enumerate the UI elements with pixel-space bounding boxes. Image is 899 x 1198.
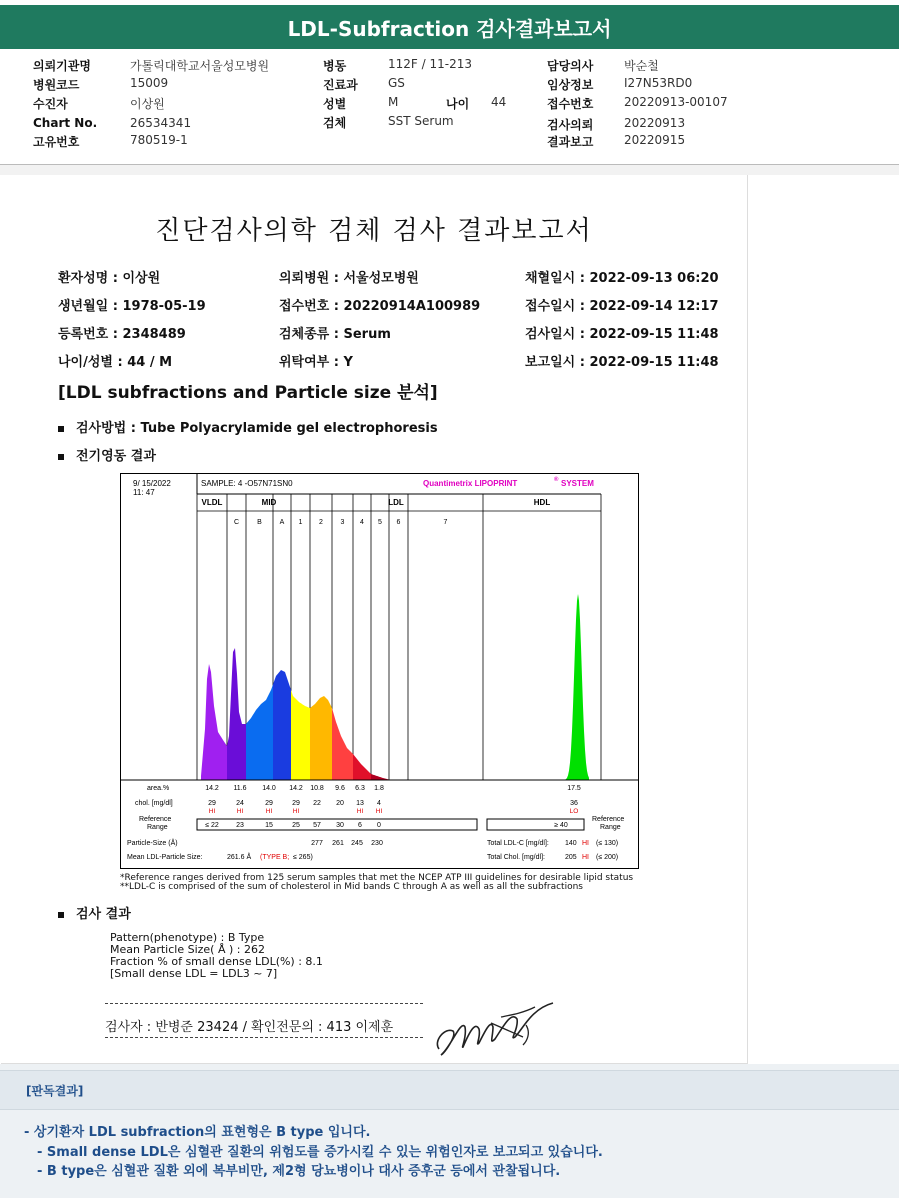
hospital-code-value: 15009 [130,76,169,90]
curve-fill-2 [310,696,332,780]
chol-VLDL: 29 [208,800,216,807]
verdict-header [0,1070,899,1110]
flag-VLDL: HI [208,808,216,815]
receipt-datetime: 접수일시 : 2022-09-14 12:17 [525,299,719,314]
band-label-7: 7 [443,519,448,526]
chol-A: 29 [292,800,300,807]
chart-brand: Quantimetrix LIPOPRINT [423,479,518,488]
flag-4: HI [375,808,383,815]
report-date-value: 20220915 [624,133,686,147]
report-title: LDL-Subfraction 검사결과보고서 [287,16,612,41]
region-label-mid: MID [261,498,277,507]
particle-size-label: Particle-Size (Å) [127,840,178,847]
electro-bullet [58,445,156,464]
total-ldl-flag: HI [582,840,589,847]
ref-1: 57 [313,822,321,829]
receipt-no-label: 접수번호 [547,97,594,111]
mean-ldl-ref: ≤ 265) [293,854,313,861]
curve-fill-hdl [553,594,589,780]
chart-time: 11: 47 [133,488,155,497]
area-4: 1.8 [374,785,384,792]
row-label-ref-1: Reference [139,816,172,823]
chol-C: 24 [236,800,244,807]
verdict-heading: [판독결과] [26,1084,84,1098]
chart-no-label: Chart No. [33,116,98,130]
accession-number: 접수번호 : 20220914A100989 [279,299,481,314]
flag-B: HI [265,808,273,815]
ward-label: 병동 [323,59,347,73]
specimen-value: SST Serum [388,114,454,128]
chol-1: 22 [313,800,321,807]
total-ldl-value: 140 [565,840,577,847]
chol-B: 29 [265,800,273,807]
ref-2: 30 [336,822,344,829]
footnote-2: **LDL-C is comprised of the sum of cholesterol in Mid bands C through A as well as all the subfractions [120,882,583,892]
ref-VLDL: ≤ 22 [205,822,219,829]
report-title-bar [0,5,899,49]
clinical-info-label: 임상정보 [547,78,594,92]
total-chol-ref: (≤ 200) [596,854,619,861]
result-definition: [Small dense LDL = LDL3 ~ 7] [110,967,278,980]
particle-size-1: 261 [332,840,344,847]
mean-ldl-type: (TYPE B; [260,854,290,861]
curve-fill-3 [332,708,353,780]
band-label-2: 2 [319,519,323,526]
flag-A: HI [292,808,300,815]
chol-HDL: 36 [570,800,578,807]
ref-C: 23 [236,822,244,829]
area-3: 6.3 [355,785,365,792]
result-fraction: Fraction % of small dense LDL(%) : 8.1 [110,955,323,968]
ref-HDL: ≥ 40 [554,822,568,829]
mean-ldl-value: 261.6 Å [227,854,252,861]
band-label-4: 4 [360,519,364,526]
scanned-report [1,175,748,1064]
result-title: 검사 결과 [76,907,131,922]
region-label-vldl: VLDL [201,498,223,507]
patient-label: 수진자 [33,97,68,111]
curve-fill-c [227,648,246,780]
signature-top-dash [105,1003,423,1004]
row-label-ref-right-1: Reference [592,816,625,823]
request-date-value: 20220913 [624,116,686,130]
hospital-value: 가톨릭대학교서울성모병원 [130,59,270,73]
signature-line: 검사자 : 반병준 23424 / 확인전문의 : 413 이제훈 [105,1020,394,1035]
patient-name: 환자성명 : 이상원 [58,271,161,286]
lipoprint-svg [121,474,638,868]
age-label: 나이 [446,97,470,111]
footnote-1: *Reference ranges derived from 125 serum samples that met the NCEP ATP III guidelines for desirable lipid status [120,873,634,883]
total-chol-flag: HI [582,854,589,861]
flag-HDL: LO [569,808,579,815]
total-chol-label: Total Chol. [mg/dl]: [487,854,545,861]
area-VLDL: 14.2 [205,785,219,792]
result-block [110,932,323,980]
referring-hospital: 의뢰병원 : 서울성모병원 [279,271,419,286]
chol-4: 4 [377,800,381,807]
band-label-B: B [257,519,262,526]
receipt-no-value: 20220913-00107 [624,95,728,109]
verdict-line-2: - Small dense LDL은 심혈관 질환의 위험도를 증가시킬 수 있는 위험인자로 보고되고 있습니다. [37,1145,603,1160]
ref-4: 0 [377,822,381,829]
ref-3: 6 [358,822,362,829]
area-A: 14.2 [289,785,303,792]
header-info [0,52,899,165]
band-label-3: 3 [340,519,345,526]
row-label-area: area.% [147,785,170,792]
specimen-type: 검체종류 : Serum [279,327,391,342]
verdict-line-1: - 상기환자 LDL subfraction의 표현형은 B type 입니다. [24,1125,371,1140]
total-ldl-ref: (≤ 130) [596,840,619,847]
flag-3: HI [356,808,364,815]
consignment: 위탁여부 : Y [279,355,353,370]
row-label-chol: chol. [mg/dl] [135,800,173,807]
section-heading: [LDL subfractions and Particle size 분석] [58,383,438,403]
signature-bottom-dash [105,1037,423,1038]
band-label-6: 6 [396,519,401,526]
result-pattern: Pattern(phenotype) : B Type [110,931,265,944]
patient-value: 이상원 [130,97,165,111]
unique-no-label: 고유번호 [33,135,80,149]
band-labels [202,498,551,526]
row-label-ref-right-2: Range [600,824,621,831]
report-date-label: 결과보고 [547,135,594,149]
area-2: 9.6 [335,785,345,792]
hospital-code-label: 병원코드 [33,78,80,92]
unique-no-value: 780519-1 [130,133,188,147]
curve-fill-1 [291,690,310,780]
flag-C: HI [236,808,244,815]
chart-no-value: 26534341 [130,116,192,130]
age-sex: 나이/성별 : 44 / M [58,355,173,370]
particle-size-2: 245 [351,840,363,847]
band-label-A: A [279,519,285,526]
result-mean-size: Mean Particle Size( Å ) : 262 [110,943,265,956]
ref-B: 15 [265,822,273,829]
curve-fill-5 [371,774,391,780]
doctor-value: 박순철 [624,59,659,73]
registration-number: 등록번호 : 2348489 [58,327,186,342]
band-label-5: 5 [378,519,382,526]
doctor-label: 담당의사 [547,59,594,73]
particle-size-0: 277 [311,840,323,847]
request-date-label: 검사의뢰 [547,118,594,132]
total-chol-value: 205 [565,854,577,861]
dept-label: 진료과 [323,78,358,92]
chart-brand-reg: ® [554,477,559,483]
sex-label: 성별 [323,97,347,111]
collection-datetime: 채혈일시 : 2022-09-13 06:20 [525,271,719,286]
curve-fill-b [246,684,273,780]
chol-2: 20 [336,800,344,807]
report-datetime: 보고일시 : 2022-09-15 11:48 [525,355,719,370]
result-bullet [58,903,131,922]
area-1: 10.8 [310,785,324,792]
section-gap [0,165,899,175]
electro-title: 전기영동 결과 [76,449,156,464]
band-label-C: C [233,519,240,526]
lipoprint-chart [120,473,639,869]
region-label-ldl: LDL [388,498,404,507]
chart-date: 9/ 15/2022 [133,479,171,488]
density-curves [201,594,589,780]
hospital-label: 의뢰기관명 [33,59,91,73]
curve-fill-vldl [201,664,227,780]
chart-sample: SAMPLE: 4 -O57N71SN0 [201,479,293,488]
chol-3: 13 [356,800,364,807]
ward-value: 112F / 11-213 [388,57,472,71]
method-text: 검사방법 : Tube Polyacrylamide gel electrophoresis [76,421,438,436]
total-ldl-label: Total LDL-C [mg/dl]: [487,840,549,847]
dept-value: GS [388,76,405,90]
curve-fill-a [273,670,291,780]
area-HDL: 17.5 [567,785,581,792]
test-datetime: 검사일시 : 2022-09-15 11:48 [525,327,719,342]
curve-fill-4 [353,754,371,780]
method-bullet [58,417,438,436]
region-label-hdl: HDL [533,498,551,507]
handwritten-signature [431,997,561,1059]
fraction-table [205,785,581,847]
ref-A: 25 [292,822,300,829]
area-B: 14.0 [262,785,276,792]
age-value: 44 [491,95,507,109]
specimen-label: 검체 [323,116,347,130]
sex-value: M [388,95,399,109]
birth-date: 생년월일 : 1978-05-19 [58,299,206,314]
chart-brand-suffix: SYSTEM [561,479,594,488]
ref-box-right [487,819,584,830]
particle-size-3: 230 [371,840,383,847]
row-label-ref-2: Range [147,824,168,831]
mean-ldl-label: Mean LDL-Particle Size: [127,854,203,861]
area-C: 11.6 [233,785,247,792]
band-label-1: 1 [298,519,303,526]
report-document-title: 진단검사의학 검체 검사 결과보고서 [155,216,593,246]
clinical-info-value: I27N53RD0 [624,76,693,90]
verdict-line-3: - B type은 심혈관 질환 외에 복부비만, 제2형 당뇨병이나 대사 증후군 등에서 관찰됩니다. [37,1164,561,1179]
